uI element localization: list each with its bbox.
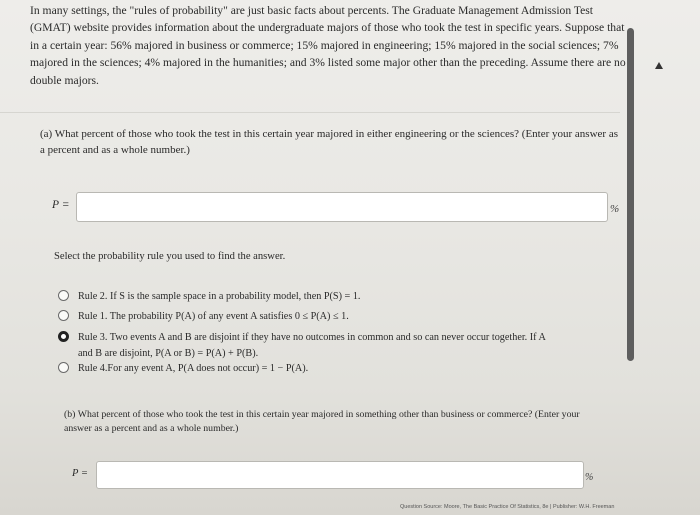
rule-option-label: Rule 3. Two events A and B are disjoint if they have no outcomes in common and so can never occur together. If A	[78, 332, 546, 343]
rule-option-label-cont: and B are disjoint, P(A or B) = P(A) + P(B).	[78, 348, 259, 359]
rule-option-label: Rule 2. If S is the sample space in a probability model, then P(S) = 1.	[78, 291, 361, 302]
part-b-label: P =	[72, 468, 88, 479]
part-a-label: P =	[52, 199, 70, 211]
mouse-cursor-icon	[655, 62, 663, 69]
part-b-question: (b) What percent of those who took the test in this certain year majored in something other than business or commerce? (Enter your answer as a percent and as a whole number.)	[64, 409, 580, 434]
radio-button[interactable]	[58, 310, 69, 321]
question-intro: In many settings, the "rules of probability" are just basic facts about percents. The Graduate Management Admission Test (GMAT) website provides information about the undergraduate majors of those who took the test in specific years. Suppose that in a certain year: 56% majored in business or commerce; 15% majored in engineering; 15% majored in the social sciences; 7% majored in the sciences; 4% majored in the humanities; and 3% listed some major other than the preceding. Assume there are no double majors.	[30, 4, 626, 87]
radio-button-selected[interactable]	[58, 331, 69, 342]
radio-button[interactable]	[58, 290, 69, 301]
rule-option-label: Rule 1. The probability P(A) of any event A satisfies 0 ≤ P(A) ≤ 1.	[78, 311, 349, 322]
rule-option-label: Rule 4.For any event A, P(A does not occur) = 1 − P(A).	[78, 363, 309, 374]
part-b-percent-unit: %	[585, 472, 594, 483]
divider	[0, 112, 620, 113]
part-a-answer-input[interactable]	[76, 192, 608, 222]
part-a-question: (a) What percent of those who took the test in this certain year majored in either engineering or the sciences? (Enter your answer as a percent and as a whole number.)	[40, 128, 618, 156]
part-b-answer-input[interactable]	[96, 461, 584, 489]
question-source: Question Source: Moore, The Basic Practice Of Statistics, 8e | Publisher: W.H. Freeman	[400, 504, 615, 510]
part-a-percent-unit: %	[610, 203, 620, 215]
scrollbar[interactable]	[627, 28, 634, 361]
rule-select-prompt: Select the probability rule you used to find the answer.	[54, 251, 286, 262]
radio-button[interactable]	[58, 362, 69, 373]
